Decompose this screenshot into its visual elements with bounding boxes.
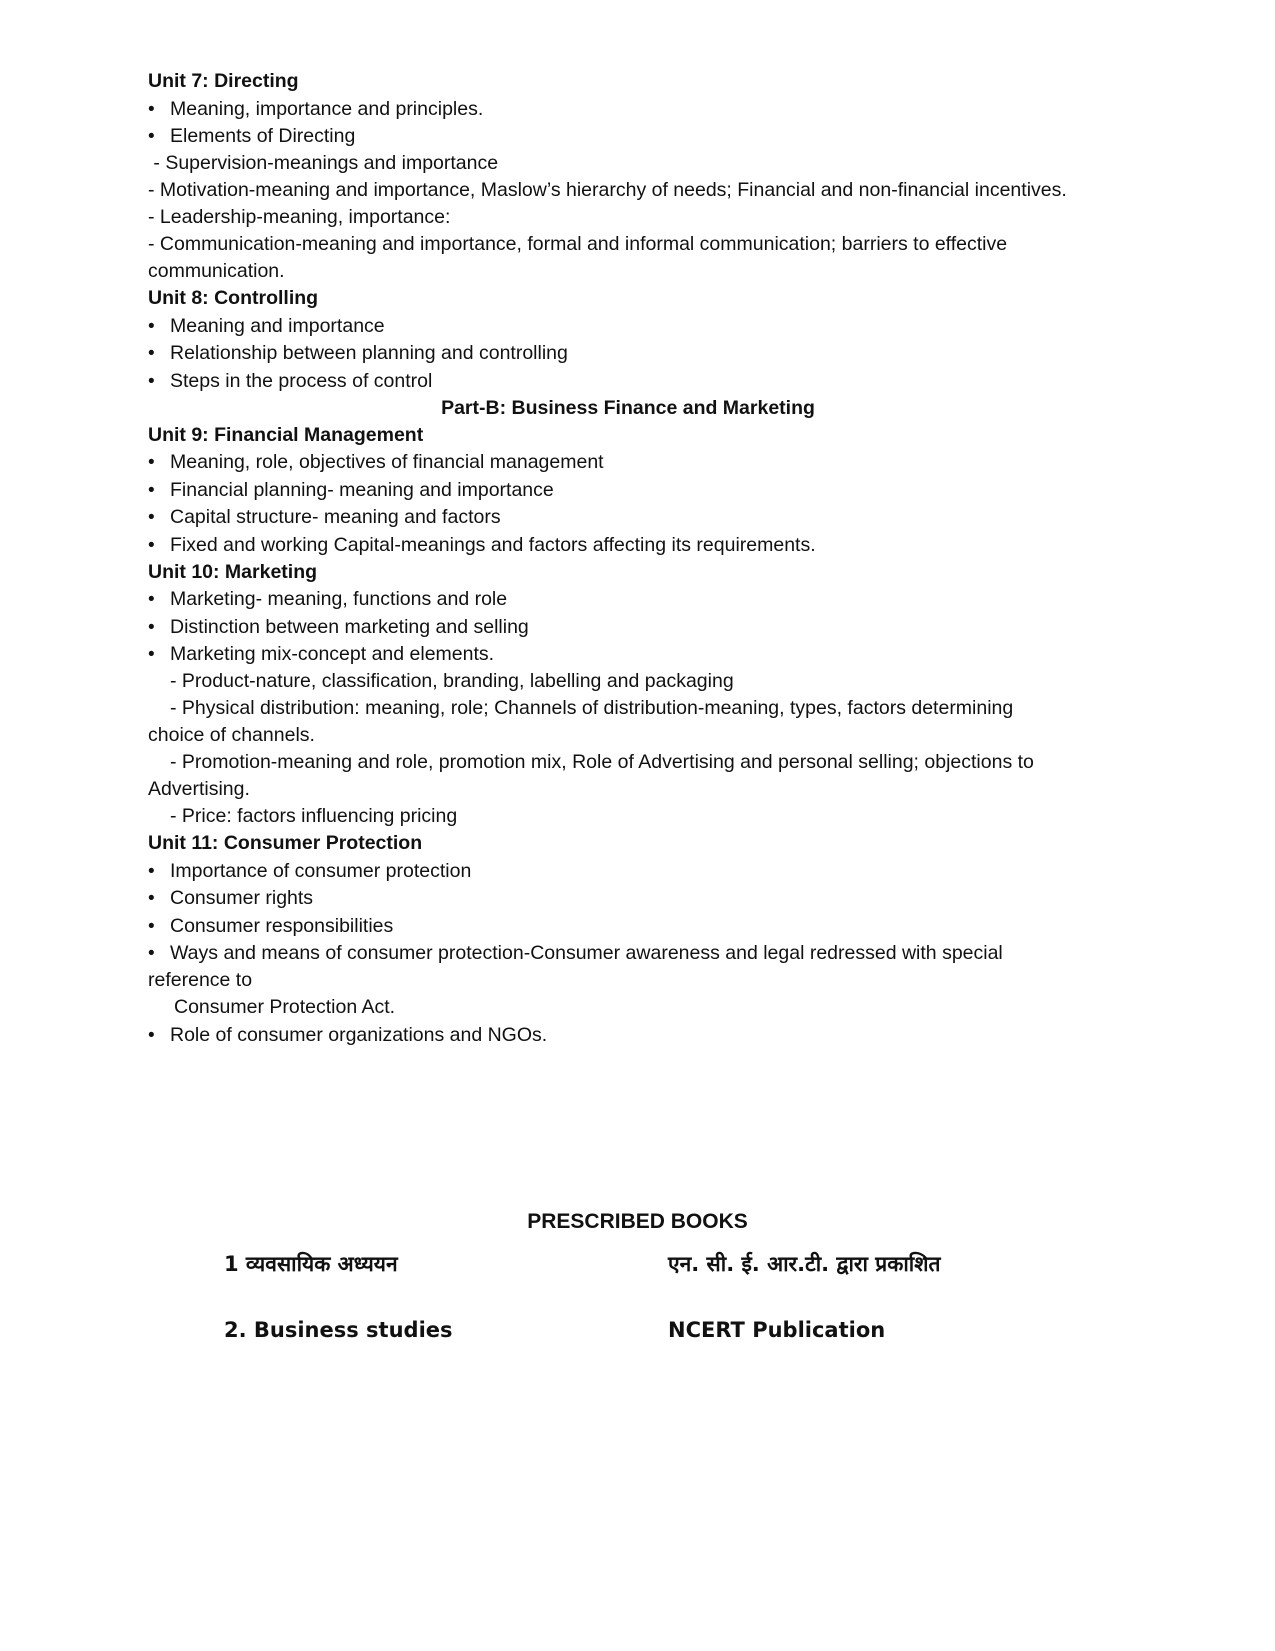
sub-item: reference to <box>148 969 253 991</box>
syllabus-content <box>148 68 1108 1049</box>
part-b-title: Part-B: Business Finance and Marketing <box>441 396 815 419</box>
list-item: • Capital structure- meaning and factors <box>148 504 1108 531</box>
list-item: • Distinction between marketing and selling <box>148 614 1108 641</box>
list-item: • Ways and means of consumer protection-Consumer awareness and legal redressed with special <box>148 940 1108 967</box>
prescribed-books-heading: PRESCRIBED BOOKS <box>527 1210 748 1233</box>
list-item: • Marketing mix-concept and elements. <box>148 641 1108 668</box>
unit11-title: Unit 11: Consumer Protection <box>148 832 423 854</box>
list-item: • Consumer rights <box>148 885 1108 912</box>
sub-item: - Product-nature, classification, branding, labelling and packaging <box>170 670 734 692</box>
sub-item: - Leadership-meaning, importance: <box>148 206 451 228</box>
list-item: • Consumer responsibilities <box>148 913 1108 940</box>
list-item: • Meaning and importance <box>148 313 1108 340</box>
list-item: • Financial planning- meaning and importance <box>148 477 1108 504</box>
book-publisher: NCERT Publication <box>668 1318 886 1342</box>
unit7-title: Unit 7: Directing <box>148 70 299 92</box>
sub-item: - Supervision-meanings and importance <box>148 152 499 174</box>
list-item: • Importance of consumer protection <box>148 858 1108 885</box>
book-title: 2. Business studies <box>224 1318 453 1342</box>
sub-item: Advertising. <box>148 778 250 800</box>
unit9-title: Unit 9: Financial Management <box>148 423 424 446</box>
sub-item: Consumer Protection Act. <box>174 996 396 1018</box>
sub-item: - Motivation-meaning and importance, Maslow’s hierarchy of needs; Financial and non-financial incentives. <box>148 179 1067 201</box>
sub-item: - Promotion-meaning and role, promotion mix, Role of Advertising and personal selling; objections to <box>170 751 1034 773</box>
list-item: • Relationship between planning and controlling <box>148 340 1108 367</box>
unit8-title: Unit 8: Controlling <box>148 287 319 309</box>
sub-item: - Price: factors influencing pricing <box>170 805 458 827</box>
book-publisher: एन. सी. ई. आर.टी. द्वारा प्रकाशित <box>668 1252 941 1276</box>
sub-item: - Communication-meaning and importance, formal and informal communication; barriers to effective communication. <box>148 233 1008 282</box>
list-item: • Meaning, role, objectives of financial management <box>148 449 1108 476</box>
list-item: • Marketing- meaning, functions and role <box>148 586 1108 613</box>
sub-item: choice of channels. <box>148 724 315 746</box>
list-item: • Steps in the process of control <box>148 368 1108 395</box>
list-item: • Elements of Directing <box>148 123 1108 150</box>
list-item: • Role of consumer organizations and NGOs. <box>148 1022 1108 1049</box>
unit10-title: Unit 10: Marketing <box>148 560 318 583</box>
list-item: • Fixed and working Capital-meanings and factors affecting its requirements. <box>148 532 1108 559</box>
sub-item: - Physical distribution: meaning, role; Channels of distribution-meaning, types, factors determining <box>170 697 1014 719</box>
list-item: • Meaning, importance and principles. <box>148 96 1108 123</box>
book-title: 1 व्यवसायिक अध्ययन <box>224 1252 398 1276</box>
